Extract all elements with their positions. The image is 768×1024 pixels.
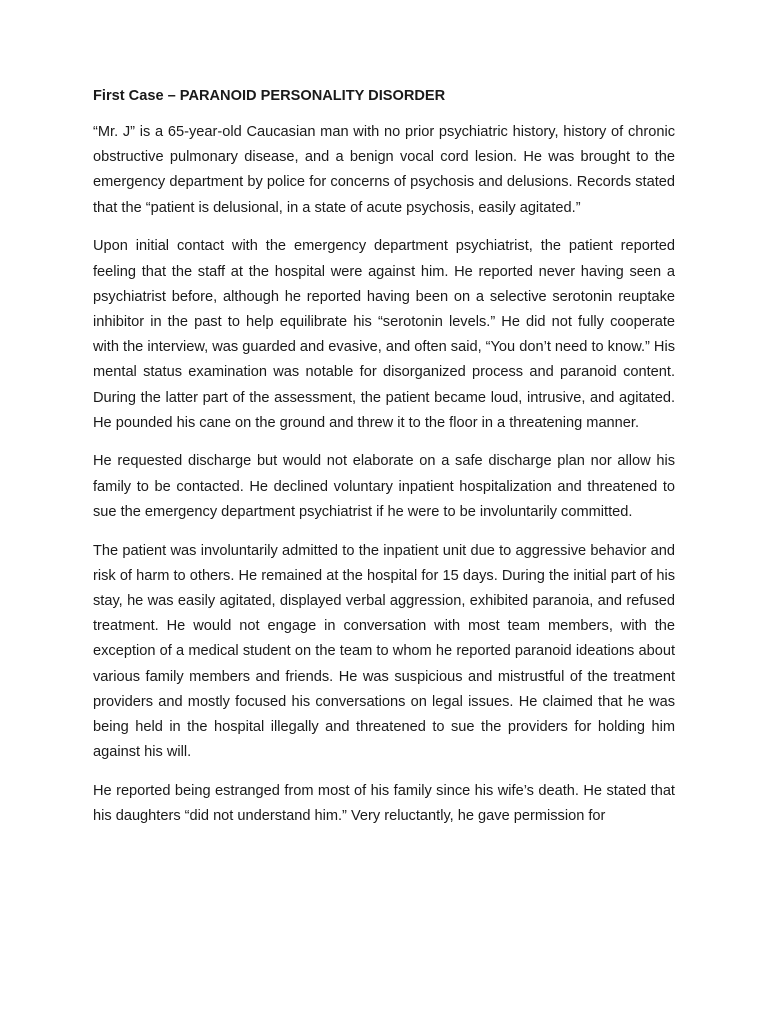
paragraph-initial-contact: Upon initial contact with the emergency department psychiatrist, the patient reported feeling that the staff at the hospital were against him. He reported never having seen a psychiatrist before, although he reported having been on a selective serotonin reuptake inhibitor in the past to help equilibrate his “serotonin levels.” He did not fully cooperate with the interview, was guarded and evasive, and often said, “You don’t need to know.” His mental status examination was notable for disorganized process and paranoid content. During the latter part of the assessment, the patient became loud, intrusive, and agitated. He pounded his cane on the ground and threw it to the floor in a threatening manner. — [93, 238, 675, 431]
paragraph-admission: The patient was involuntarily admitted to the inpatient unit due to aggressive behavior and risk of harm to others. He remained at the hospital for 15 days. During the initial part of his stay, he was easily agitated, displayed verbal aggression, exhibited paranoia, and refused treatment. He would not engage in conversation with most team members, with the exception of a medical student on the team to whom he reported paranoid ideations about various family members and friends. He was suspicious and mistrustful of the treatment providers and mostly focused his conversations on legal issues. He claimed that he was being held in the hospital illegally and threatened to sue the providers for holding him against his will. — [93, 542, 675, 761]
document-body — [93, 86, 675, 843]
paragraph-discharge-request: He requested discharge but would not elaborate on a safe discharge plan nor allow his family to be contacted. He declined voluntary inpatient hospitalization and threatened to sue the emergency department psychiatrist if he were to be involuntarily committed. — [93, 453, 675, 520]
paragraph-intro: “Mr. J” is a 65-year-old Caucasian man with no prior psychiatric history, history of chronic obstructive pulmonary disease, and a benign vocal cord lesion. He was brought to the emergency department by police for concerns of psychosis and delusions. Records stated that the “patient is delusional, in a state of acute psychosis, easily agitated.” — [93, 124, 675, 216]
paragraph-family: He reported being estranged from most of his family since his wife’s death. He stated that his daughters “did not understand him.” Very reluctantly, he gave permission for — [93, 782, 675, 825]
case-heading: First Case – PARANOID PERSONALITY DISORDER — [93, 88, 446, 104]
